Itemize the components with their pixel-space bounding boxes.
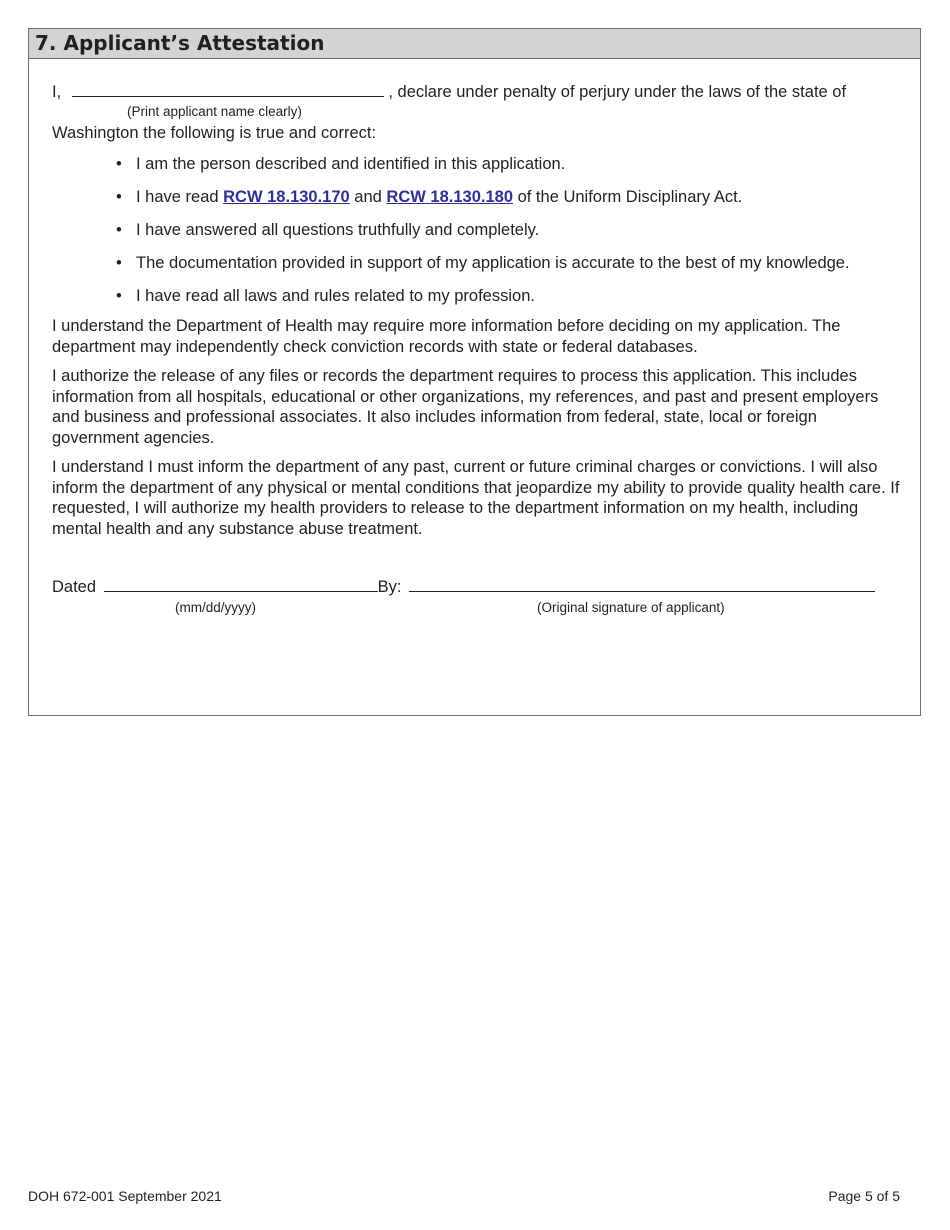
date-field[interactable] [104, 591, 378, 592]
dated-label: Dated [52, 578, 97, 596]
bullet-text-mid: and [349, 188, 387, 206]
section-header [29, 29, 920, 59]
declaration-prefix: I, [52, 83, 62, 101]
declaration-continuation: Washington the following is true and correct: [52, 124, 377, 142]
bullet-text: I have answered all questions truthfully and completely. [136, 221, 540, 239]
list-item [116, 254, 850, 287]
list-item [116, 155, 850, 188]
info-paragraph: I understand the Department of Health may require more information before deciding on my application. The department may independently check conviction records with state or federal databases. [52, 317, 841, 356]
page-number: Page 5 of 5 [828, 1188, 900, 1204]
date-caption: (mm/dd/yyyy) [175, 600, 256, 615]
by-label: By: [377, 578, 402, 596]
rcw-18-130-170-link[interactable]: RCW 18.130.170 [223, 188, 350, 206]
section-title: 7. Applicant’s Attestation [35, 31, 325, 55]
signature-line [52, 578, 875, 597]
attestation-list [116, 155, 850, 320]
bullet-dot: • [116, 221, 122, 239]
list-item [116, 221, 850, 254]
bullet-text: The documentation provided in support of my application is accurate to the best of my knowledge. [136, 254, 850, 272]
list-item [116, 188, 850, 221]
declaration-suffix: , declare under penalty of perjury under the laws of the state of [388, 83, 847, 101]
rcw-18-130-180-link[interactable]: RCW 18.130.180 [386, 188, 513, 206]
applicant-name-field[interactable] [72, 96, 384, 97]
bullet-text-pre: I have read [136, 188, 224, 206]
signature-field[interactable] [409, 591, 875, 592]
bullet-dot: • [116, 287, 122, 305]
release-paragraph: I authorize the release of any files or records the department requires to process this application. This includes information from all hospitals, educational or other organizations, my references, and past and present employers and business and professional associates. It also includes information from federal, state, local or foreign government agencies. [52, 367, 879, 447]
bullet-dot: • [116, 188, 122, 206]
form-identifier: DOH 672-001 September 2021 [28, 1188, 222, 1204]
bullet-text: I am the person described and identified in this application. [136, 155, 566, 173]
bullet-text-post: of the Uniform Disciplinary Act. [513, 188, 743, 206]
signature-caption: (Original signature of applicant) [537, 600, 725, 615]
bullet-dot: • [116, 254, 122, 272]
name-field-caption: (Print applicant name clearly) [127, 104, 302, 119]
bullet-text: I have read all laws and rules related to my profession. [136, 287, 535, 305]
disclosure-paragraph: I understand I must inform the department of any past, current or future criminal charges or convictions. I will also inform the department of any physical or mental conditions that jeopardize my ability to provide quality health care. If requested, I will authorize my health providers to release to the department information on my health, including mental health and any substance abuse treatment. [52, 458, 900, 538]
declaration-line [52, 83, 846, 102]
attestation-section [28, 28, 921, 716]
bullet-dot: • [116, 155, 122, 173]
